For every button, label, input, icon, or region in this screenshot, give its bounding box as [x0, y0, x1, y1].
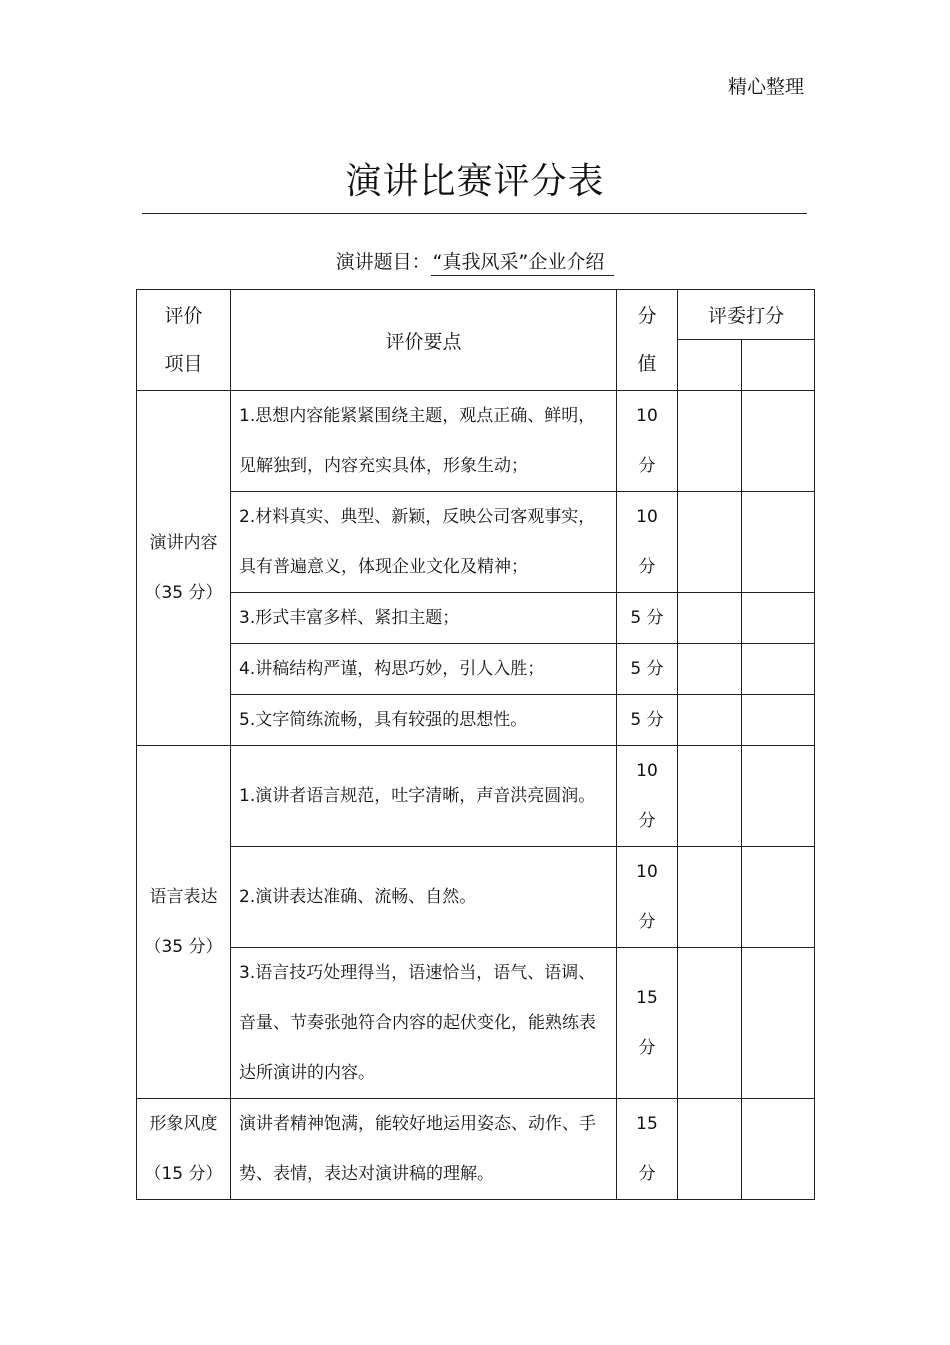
score-value-cell	[617, 492, 678, 593]
judge-score-cell[interactable]	[742, 340, 815, 391]
table-row	[137, 492, 815, 593]
table-row	[137, 644, 815, 695]
criterion-text: 2.演讲表达准确、流畅、自然。	[231, 847, 617, 948]
judge-score-cell[interactable]	[678, 593, 742, 644]
table-header-row	[137, 290, 815, 340]
table-row	[137, 847, 815, 948]
header-score-line1: 分	[637, 305, 657, 327]
judge-score-cell[interactable]	[678, 695, 742, 746]
topic-value: “真我风采”企业介绍	[431, 249, 615, 276]
judge-score-cell[interactable]	[742, 695, 815, 746]
judge-score-cell[interactable]	[678, 847, 742, 948]
judge-score-cell[interactable]	[742, 746, 815, 847]
judge-score-cell[interactable]	[742, 391, 815, 492]
judge-score-cell[interactable]	[742, 492, 815, 593]
judge-score-cell[interactable]	[678, 492, 742, 593]
criterion-text: 1.思想内容能紧紧围绕主题，观点正确、鲜明，见解独到，内容充实具体，形象生动；	[231, 391, 617, 492]
score-unit: 分	[638, 912, 656, 932]
category-cell	[137, 746, 231, 1099]
criterion-text: 5.文字简练流畅，具有较强的思想性。	[231, 695, 617, 746]
header-item-line2: 项目	[164, 353, 203, 375]
judge-score-cell[interactable]	[742, 1099, 815, 1200]
category-name: 形象风度	[149, 1114, 218, 1134]
score-value-cell	[617, 1099, 678, 1200]
header-item-cell	[137, 290, 231, 391]
topic-line	[0, 248, 950, 276]
criterion-text: 4.讲稿结构严谨，构思巧妙，引人入胜；	[231, 644, 617, 695]
category-score: （35 分）	[144, 583, 223, 603]
score-value: 10	[636, 761, 658, 781]
header-points-cell: 评价要点	[231, 290, 617, 391]
category-score: （15 分）	[144, 1164, 223, 1184]
header-item-line1: 评价	[164, 305, 203, 327]
judge-score-cell[interactable]	[678, 340, 742, 391]
header-judge-cell: 评委打分	[678, 290, 815, 340]
header-note: 精心整理	[727, 76, 804, 98]
score-value: 15	[636, 1114, 658, 1134]
score-value-cell	[617, 391, 678, 492]
category-cell	[137, 391, 231, 746]
category-score: （35 分）	[144, 937, 223, 957]
table-row	[137, 695, 815, 746]
score-value-cell	[617, 847, 678, 948]
table-row	[137, 948, 815, 1099]
header-score-line2: 值	[637, 353, 657, 375]
score-table	[136, 289, 815, 1200]
table-row	[137, 746, 815, 847]
score-value: 10	[636, 406, 658, 426]
judge-score-cell[interactable]	[678, 391, 742, 492]
score-unit: 分	[638, 1038, 656, 1058]
header-score-cell	[617, 290, 678, 391]
category-name: 语言表达	[149, 887, 218, 907]
score-unit: 分	[638, 811, 656, 831]
score-value-cell: 5 分	[617, 695, 678, 746]
score-unit: 分	[638, 456, 656, 476]
category-name: 演讲内容	[149, 533, 218, 553]
criterion-text: 3.语言技巧处理得当，语速恰当，语气、语调、音量、节奏张弛符合内容的起伏变化，能熟练表达所演讲的内容。	[231, 948, 617, 1099]
score-value-cell: 5 分	[617, 644, 678, 695]
table-row	[137, 391, 815, 492]
score-value: 10	[636, 507, 658, 527]
score-unit: 分	[638, 1164, 656, 1184]
score-value-cell	[617, 746, 678, 847]
category-cell	[137, 1099, 231, 1200]
score-value: 10	[636, 862, 658, 882]
document-title: 演讲比赛评分表	[345, 161, 605, 202]
judge-score-cell[interactable]	[678, 1099, 742, 1200]
criterion-text: 2.材料真实、典型、新颖，反映公司客观事实，具有普遍意义，体现企业文化及精神；	[231, 492, 617, 593]
table-row	[137, 1099, 815, 1200]
judge-score-cell[interactable]	[742, 593, 815, 644]
judge-score-cell[interactable]	[678, 644, 742, 695]
judge-score-cell[interactable]	[678, 948, 742, 1099]
criterion-text: 演讲者精神饱满，能较好地运用姿态、动作、手势、表情，表达对演讲稿的理解。	[231, 1099, 617, 1200]
topic-label: 演讲题目：	[335, 251, 431, 273]
table-row	[137, 593, 815, 644]
judge-score-cell[interactable]	[678, 746, 742, 847]
judge-score-cell[interactable]	[742, 847, 815, 948]
criterion-text: 1.演讲者语言规范，吐字清晰，声音洪亮圆润。	[231, 746, 617, 847]
score-value-cell: 5 分	[617, 593, 678, 644]
title-underline	[142, 213, 807, 214]
score-value: 15	[636, 988, 658, 1008]
score-value-cell	[617, 948, 678, 1099]
score-unit: 分	[638, 557, 656, 577]
judge-score-cell[interactable]	[742, 948, 815, 1099]
criterion-text: 3.形式丰富多样、紧扣主题；	[231, 593, 617, 644]
judge-score-cell[interactable]	[742, 644, 815, 695]
